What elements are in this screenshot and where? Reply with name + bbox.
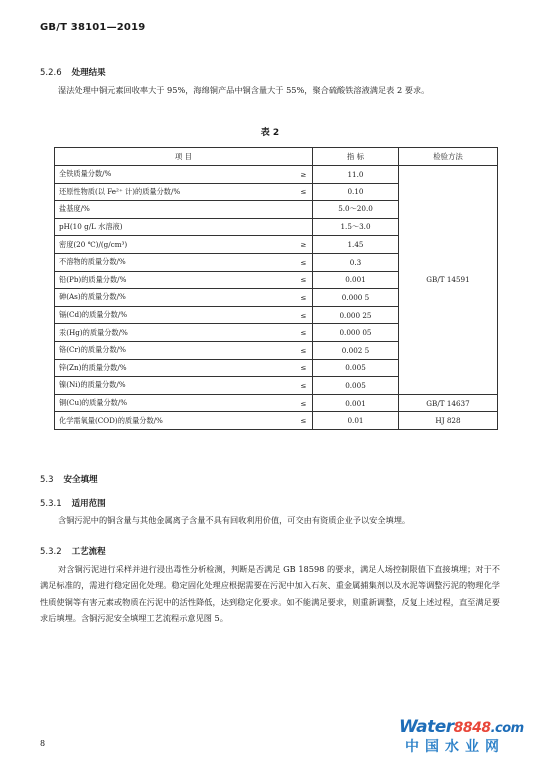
row-item: 还原性物质(以 Fe²⁺ 计)的质量分数/% [55,183,295,201]
section-number: 5.2.6 [40,68,62,78]
row-item: 砷(As)的质量分数/% [55,289,295,307]
row-value: 0.000 25 [313,306,399,324]
section-532-paragraph: 对含铜污泥进行采样并进行浸出毒性分析检测，判断是否满足 GB 18598 的要求，满足人场控制限值下直接填埋；对于不满足标准的，需进行稳定固化处理。稳定固化处理应根据需要在污泥中加入石灰、重金属捕集剂以及水泥等调整污泥的物理化学性质使铜等有害元素或物质在污泥中的活性降低，达到稳定化要求。如不能满足要求，则重新调整，反复上述过程，直至满足要求后填埋。含铜污泥安全填埋工艺流程示意见图 5。 [40,564,500,624]
row-value: 1.45 [313,236,399,254]
row-operator: ≤ [295,183,313,201]
watermark-tld: .com [490,721,524,736]
watermark-brand-cn: 中国水业网 [405,739,505,755]
table-header-row [55,148,498,166]
row-value: 0.10 [313,183,399,201]
row-value: 0.000 05 [313,324,399,342]
section-531-heading [40,491,106,510]
row-value: 0.01 [313,412,399,430]
watermark-logo [399,717,524,756]
table-caption: 表 2 [260,128,280,138]
section-number: 5.3 [40,475,54,485]
row-item: 铜(Cu)的质量分数/% [55,394,295,412]
row-operator: ≤ [295,253,313,271]
row-operator [295,201,313,219]
row-item: 铅(Pb)的质量分数/% [55,271,295,289]
method-cod: HJ 828 [399,412,498,430]
row-value: 0.001 [313,394,399,412]
row-value: 0.3 [313,253,399,271]
section-526-heading [40,60,106,79]
row-value: 0.000 5 [313,289,399,307]
row-item: 铬(Cr)的质量分数/% [55,341,295,359]
row-operator: ≤ [295,289,313,307]
row-value: 0.001 [313,271,399,289]
section-title: 工艺流程 [71,547,106,557]
section-53-heading [40,467,98,486]
method-group-a: GB/T 14591 [399,166,498,395]
row-value: 0.002 5 [313,341,399,359]
row-value: 0.005 [313,359,399,377]
row-value: 0.005 [313,377,399,395]
row-item: 盐基度/% [55,201,295,219]
watermark-number: 8848 [453,720,491,736]
standard-code-header: GB/T 38101—2019 [40,22,146,33]
row-item: 锌(Zn)的质量分数/% [55,359,295,377]
section-number: 5.3.2 [40,547,62,557]
row-operator: ≤ [295,359,313,377]
row-operator: ≤ [295,324,313,342]
row-item: 镉(Cd)的质量分数/% [55,306,295,324]
row-operator: ≥ [295,236,313,254]
header-method: 检验方法 [399,148,498,166]
row-item: pH(10 g/L 水溶液) [55,218,295,236]
spec-table [54,147,498,430]
row-operator: ≤ [295,306,313,324]
row-operator: ≤ [295,394,313,412]
row-value: 5.0～20.0 [313,201,399,219]
section-532-heading [40,539,106,558]
row-item: 镍(Ni)的质量分数/% [55,377,295,395]
row-value: 1.5～3.0 [313,218,399,236]
row-item: 密度(20 ℃)/(g/cm³) [55,236,295,254]
row-operator: ≤ [295,377,313,395]
row-operator: ≤ [295,412,313,430]
header-item: 项 目 [55,148,313,166]
section-526-paragraph: 湿法处理中铜元素回收率大于 95%，海绵铜产品中铜含量大于 55%，聚合硫酸铁溶液满足表 2 要求。 [58,85,430,95]
row-item: 化学需氧量(COD)的质量分数/% [55,412,295,430]
method-copper: GB/T 14637 [399,394,498,412]
row-operator: ≥ [295,166,313,184]
page-number: 8 [40,739,46,748]
row-item: 全铁质量分数/% [55,166,295,184]
row-value: 11.0 [313,166,399,184]
table-row [55,412,498,430]
table-row [55,166,498,184]
section-title: 适用范围 [71,499,106,509]
watermark-word: Water [399,717,454,737]
row-operator: ≤ [295,341,313,359]
section-number: 5.3.1 [40,499,62,509]
table-row [55,394,498,412]
row-operator: ≤ [295,271,313,289]
header-index: 指 标 [313,148,399,166]
watermark-brand-latin [399,717,524,737]
section-title: 处理结果 [71,68,106,78]
section-title: 安全填埋 [63,475,98,485]
row-item: 汞(Hg)的质量分数/% [55,324,295,342]
section-531-paragraph: 含铜污泥中的铜含量与其他金属离子含量不具有回收利用价值，可交由有资质企业予以安全填埋。 [58,515,411,525]
row-operator [295,218,313,236]
row-item: 不溶物的质量分数/% [55,253,295,271]
